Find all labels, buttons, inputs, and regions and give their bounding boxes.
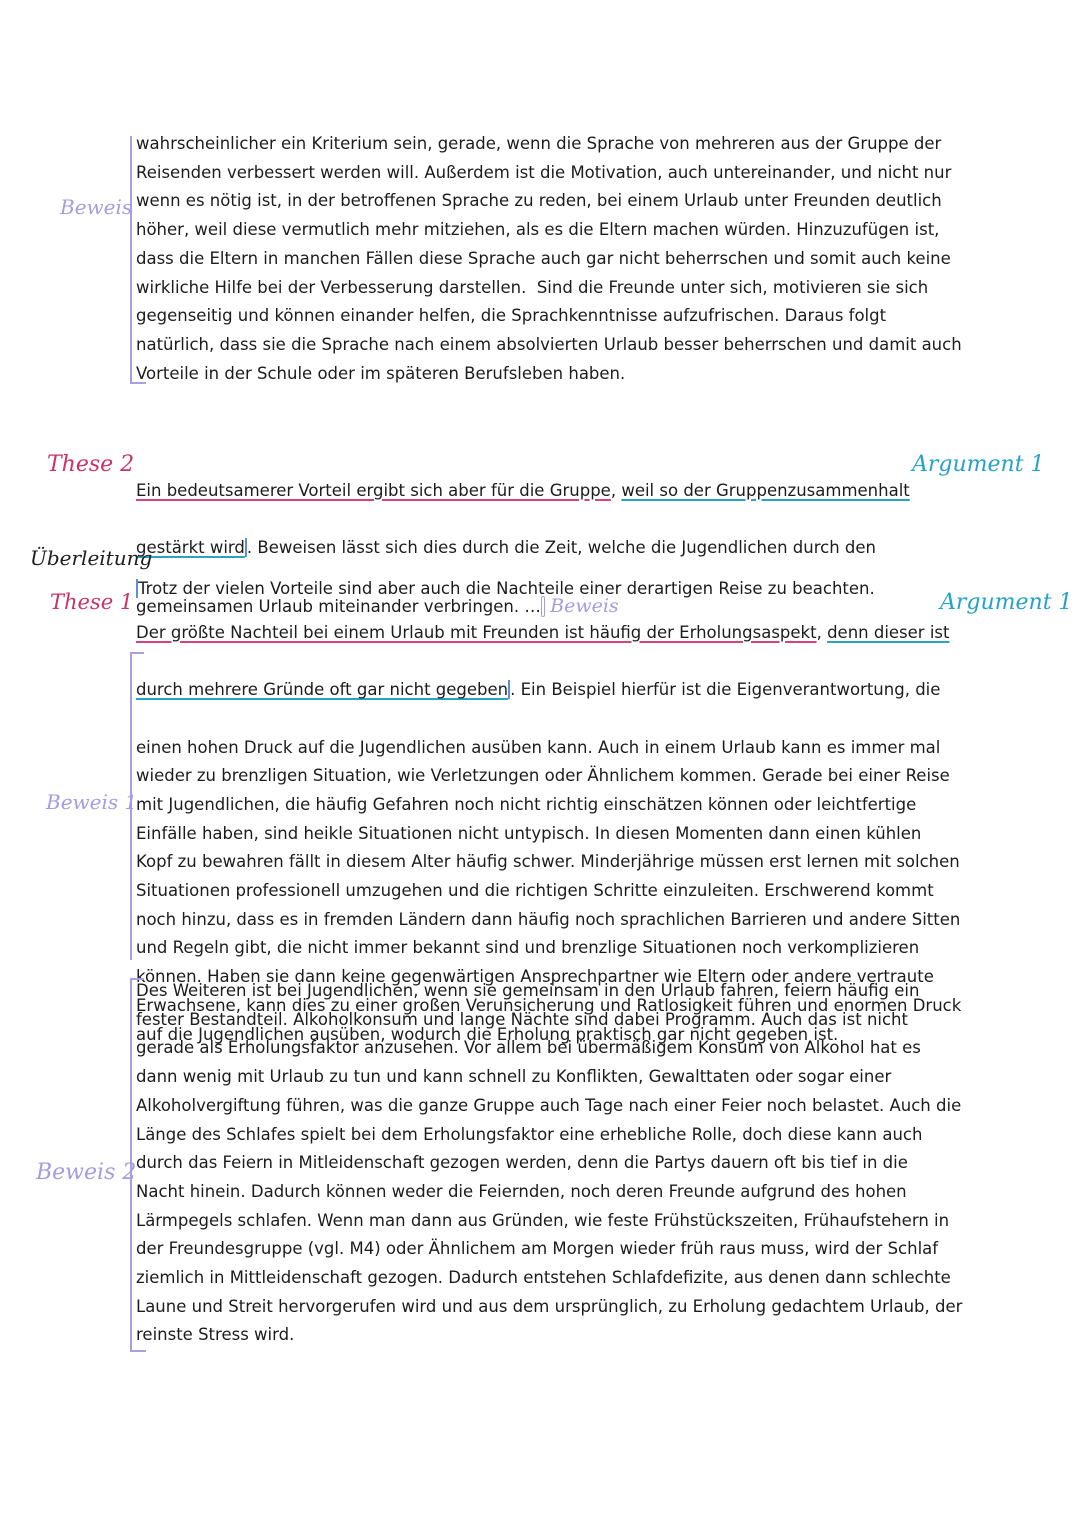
text-line: Erwachsene, kann dies zu einer großen Verunsicherung und Ratlosigkeit führen und enormen Druck: [136, 995, 962, 1015]
thesis-line-2: gestärkt wird . Beweisen lässt sich dies durch die Zeit, welche die Jugendlichen durch den: [136, 538, 876, 558]
text-line: fester Bestandteil. Alkoholkonsum und lange Nächte sind dabei Programm. Auch das ist nicht: [136, 1009, 908, 1029]
text-line: Einfälle haben, sind heikle Situationen nicht untypisch. In diesen Momenten dann einen kühlen: [136, 823, 922, 843]
text-line: mit Jugendlichen, die häufig Gefahren noch nicht richtig einschätzen können oder leichtfertige: [136, 794, 917, 814]
margin-note-ueberleitung: Überleitung: [30, 546, 153, 570]
text-line: dass die Eltern in manchen Fällen diese Sprache auch gar nicht beherrschen und somit auch keine: [136, 248, 951, 268]
text-line: Reisenden verbessert werden will. Außerdem ist die Motivation, auch untereinander, und nicht nur: [136, 162, 952, 182]
text-line: der Freundesgruppe (vgl. M4) oder Ähnlichem am Morgen wieder früh raus muss, wird der Schlaf: [136, 1239, 939, 1259]
text-line: dann wenig mit Urlaub zu tun und kann schnell zu Konflikten, Gewalttaten oder sogar einer: [136, 1067, 892, 1087]
argument-text-1: weil so der Gruppenzusammenhalt: [621, 480, 910, 500]
proof-bracket: [130, 136, 132, 381]
text-line: Alkoholvergiftung führen, was die ganze Gruppe auch Tage nach einer Feier noch belastet. Auch die: [136, 1095, 962, 1115]
margin-note-beweis: Beweis: [60, 195, 133, 219]
margin-note-argument-1b: Argument 1: [940, 590, 1073, 615]
paragraph-4: [136, 977, 963, 1350]
text-line: wirkliche Hilfe bei der Verbesserung darstellen. Sind die Freunde unter sich, motivieren sie sich: [136, 277, 929, 297]
margin-note-argument-1: Argument 1: [912, 452, 1045, 477]
paragraph-1: [136, 130, 962, 388]
margin-note-these-1: These 1: [50, 590, 134, 614]
text-line: durch das Feiern in Mitleidenschaft gezogen werden, denn die Partys dauern oft bis tief in die: [136, 1153, 908, 1173]
text-line: und Regeln gibt, die nicht immer bekannt sind und brenzlige Situationen noch verkomplizieren: [136, 938, 920, 958]
margin-note-these-2: These 2: [47, 452, 135, 477]
transition-sentence: Trotz der vielen Vorteile sind aber auch die Nachteile einer derartigen Reise zu beachten.: [138, 578, 875, 598]
text-line: wieder zu brenzligen Situation, wie Verletzungen oder Ähnlichem kommen. Gerade bei einer Reise: [136, 766, 950, 786]
text-line: gegenseitig und können einander helfen, die Sprachkenntnisse aufzufrischen. Daraus folgt: [136, 306, 887, 326]
thesis1-line-2: durch mehrere Gründe oft gar nicht gegeben . Ein Beispiel hierfür ist die Eigenverantwortung, die: [136, 680, 941, 700]
text-line: können. Haben sie dann keine gegenwärtigen Ansprechpartner wie Eltern oder andere vertraute: [136, 967, 934, 987]
argument1-text-2: durch mehrere Gründe oft gar nicht gegeben: [136, 680, 509, 700]
margin-note-beweis-1: Beweis 1: [46, 790, 138, 814]
text-line: wenn es nötig ist, in der betroffenen Sprache zu reden, bei einem Urlaub unter Freunden deutlich: [136, 191, 942, 211]
thesis-line-3: gemeinsamen Urlaub miteinander verbringen. … Beweis: [136, 594, 619, 617]
text-line: auf die Jugendlichen ausüben, wodurch die Erholung praktisch gar nicht gegeben ist.: [136, 1024, 839, 1044]
text-line: Des Weiteren ist bei Jugendlichen, wenn sie gemeinsam in den Urlaub fahren, feiern häufig ein: [136, 981, 920, 1000]
text-line: Länge des Schlafes spielt bei dem Erholungsfaktor eine erhebliche Rolle, doch diese kann auch: [136, 1124, 923, 1144]
text-line: ziemlich in Mittleidenschaft gezogen. Dadurch entstehen Schlafdefizite, aus denen dann schlechte: [136, 1268, 951, 1288]
thesis1-line-1: Der größte Nachteil bei einem Urlaub mit Freunden ist häufig der Erholungsaspekt, denn dieser ist: [136, 622, 950, 642]
argument-text-2: gestärkt wird: [136, 538, 245, 558]
text-line: gerade als Erholungsfaktor anzusehen. Vor allem bei übermäßigem Konsum von Alkohol hat es: [136, 1038, 921, 1058]
thesis1-text: Der größte Nachteil bei einem Urlaub mit Freunden ist häufig der Erholungsaspekt: [136, 622, 817, 642]
text-line: Situationen professionell umzugehen und die richtigen Schritte einzuleiten. Erschwerend kommt: [136, 881, 934, 901]
thesis-line-1: Ein bedeutsamerer Vorteil ergibt sich aber für die Gruppe, weil so der Gruppenzusammenhalt: [136, 480, 910, 500]
text-line: Vorteile in der Schule oder im späteren Berufsleben haben.: [136, 363, 626, 383]
text-line: Laune und Streit hervorgerufen wird und aus dem ursprünglich, zu Erholung gedachtem Urlaub, der: [136, 1296, 963, 1316]
text-line: einen hohen Druck auf die Jugendlichen ausüben kann. Auch in einem Urlaub kann es immer mal: [136, 737, 941, 757]
text-line: höher, weil diese vermutlich mehr mitziehen, als es die Eltern machen würden. Hinzuzufügen ist,: [136, 220, 940, 240]
text-line: reinste Stress wird.: [136, 1325, 295, 1345]
text-line: wahrscheinlicher ein Kriterium sein, gerade, wenn die Sprache von mehreren aus der Gruppe der: [136, 134, 942, 153]
text-line: Kopf zu bewahren fällt in diesem Alter häufig schwer. Minderjährige müssen erst lernen mit solchen: [136, 852, 960, 872]
thesis-text: Ein bedeutsamerer Vorteil ergibt sich aber für die Gruppe: [136, 480, 611, 500]
text-line: Nacht hinein. Dadurch können weder die Feiernden, noch deren Freunde aufgrund des hohen: [136, 1181, 907, 1201]
text-line: Lärmpegels schlafen. Wenn man dann aus Gründen, wie feste Frühstückszeiten, Frühaufstehern in: [136, 1210, 950, 1230]
margin-note-beweis-2: Beweis 2: [36, 1160, 137, 1185]
inline-note-beweis: Beweis: [550, 594, 619, 617]
argument1-text-1: denn dieser ist: [827, 622, 950, 642]
text-line: noch hinzu, dass es in fremden Ländern dann häufig noch sprachlichen Barrieren und andere Sitten: [136, 909, 961, 929]
text-line: natürlich, dass sie die Sprache nach einem absolvierten Urlaub besser beherrschen und damit auch: [136, 334, 962, 354]
